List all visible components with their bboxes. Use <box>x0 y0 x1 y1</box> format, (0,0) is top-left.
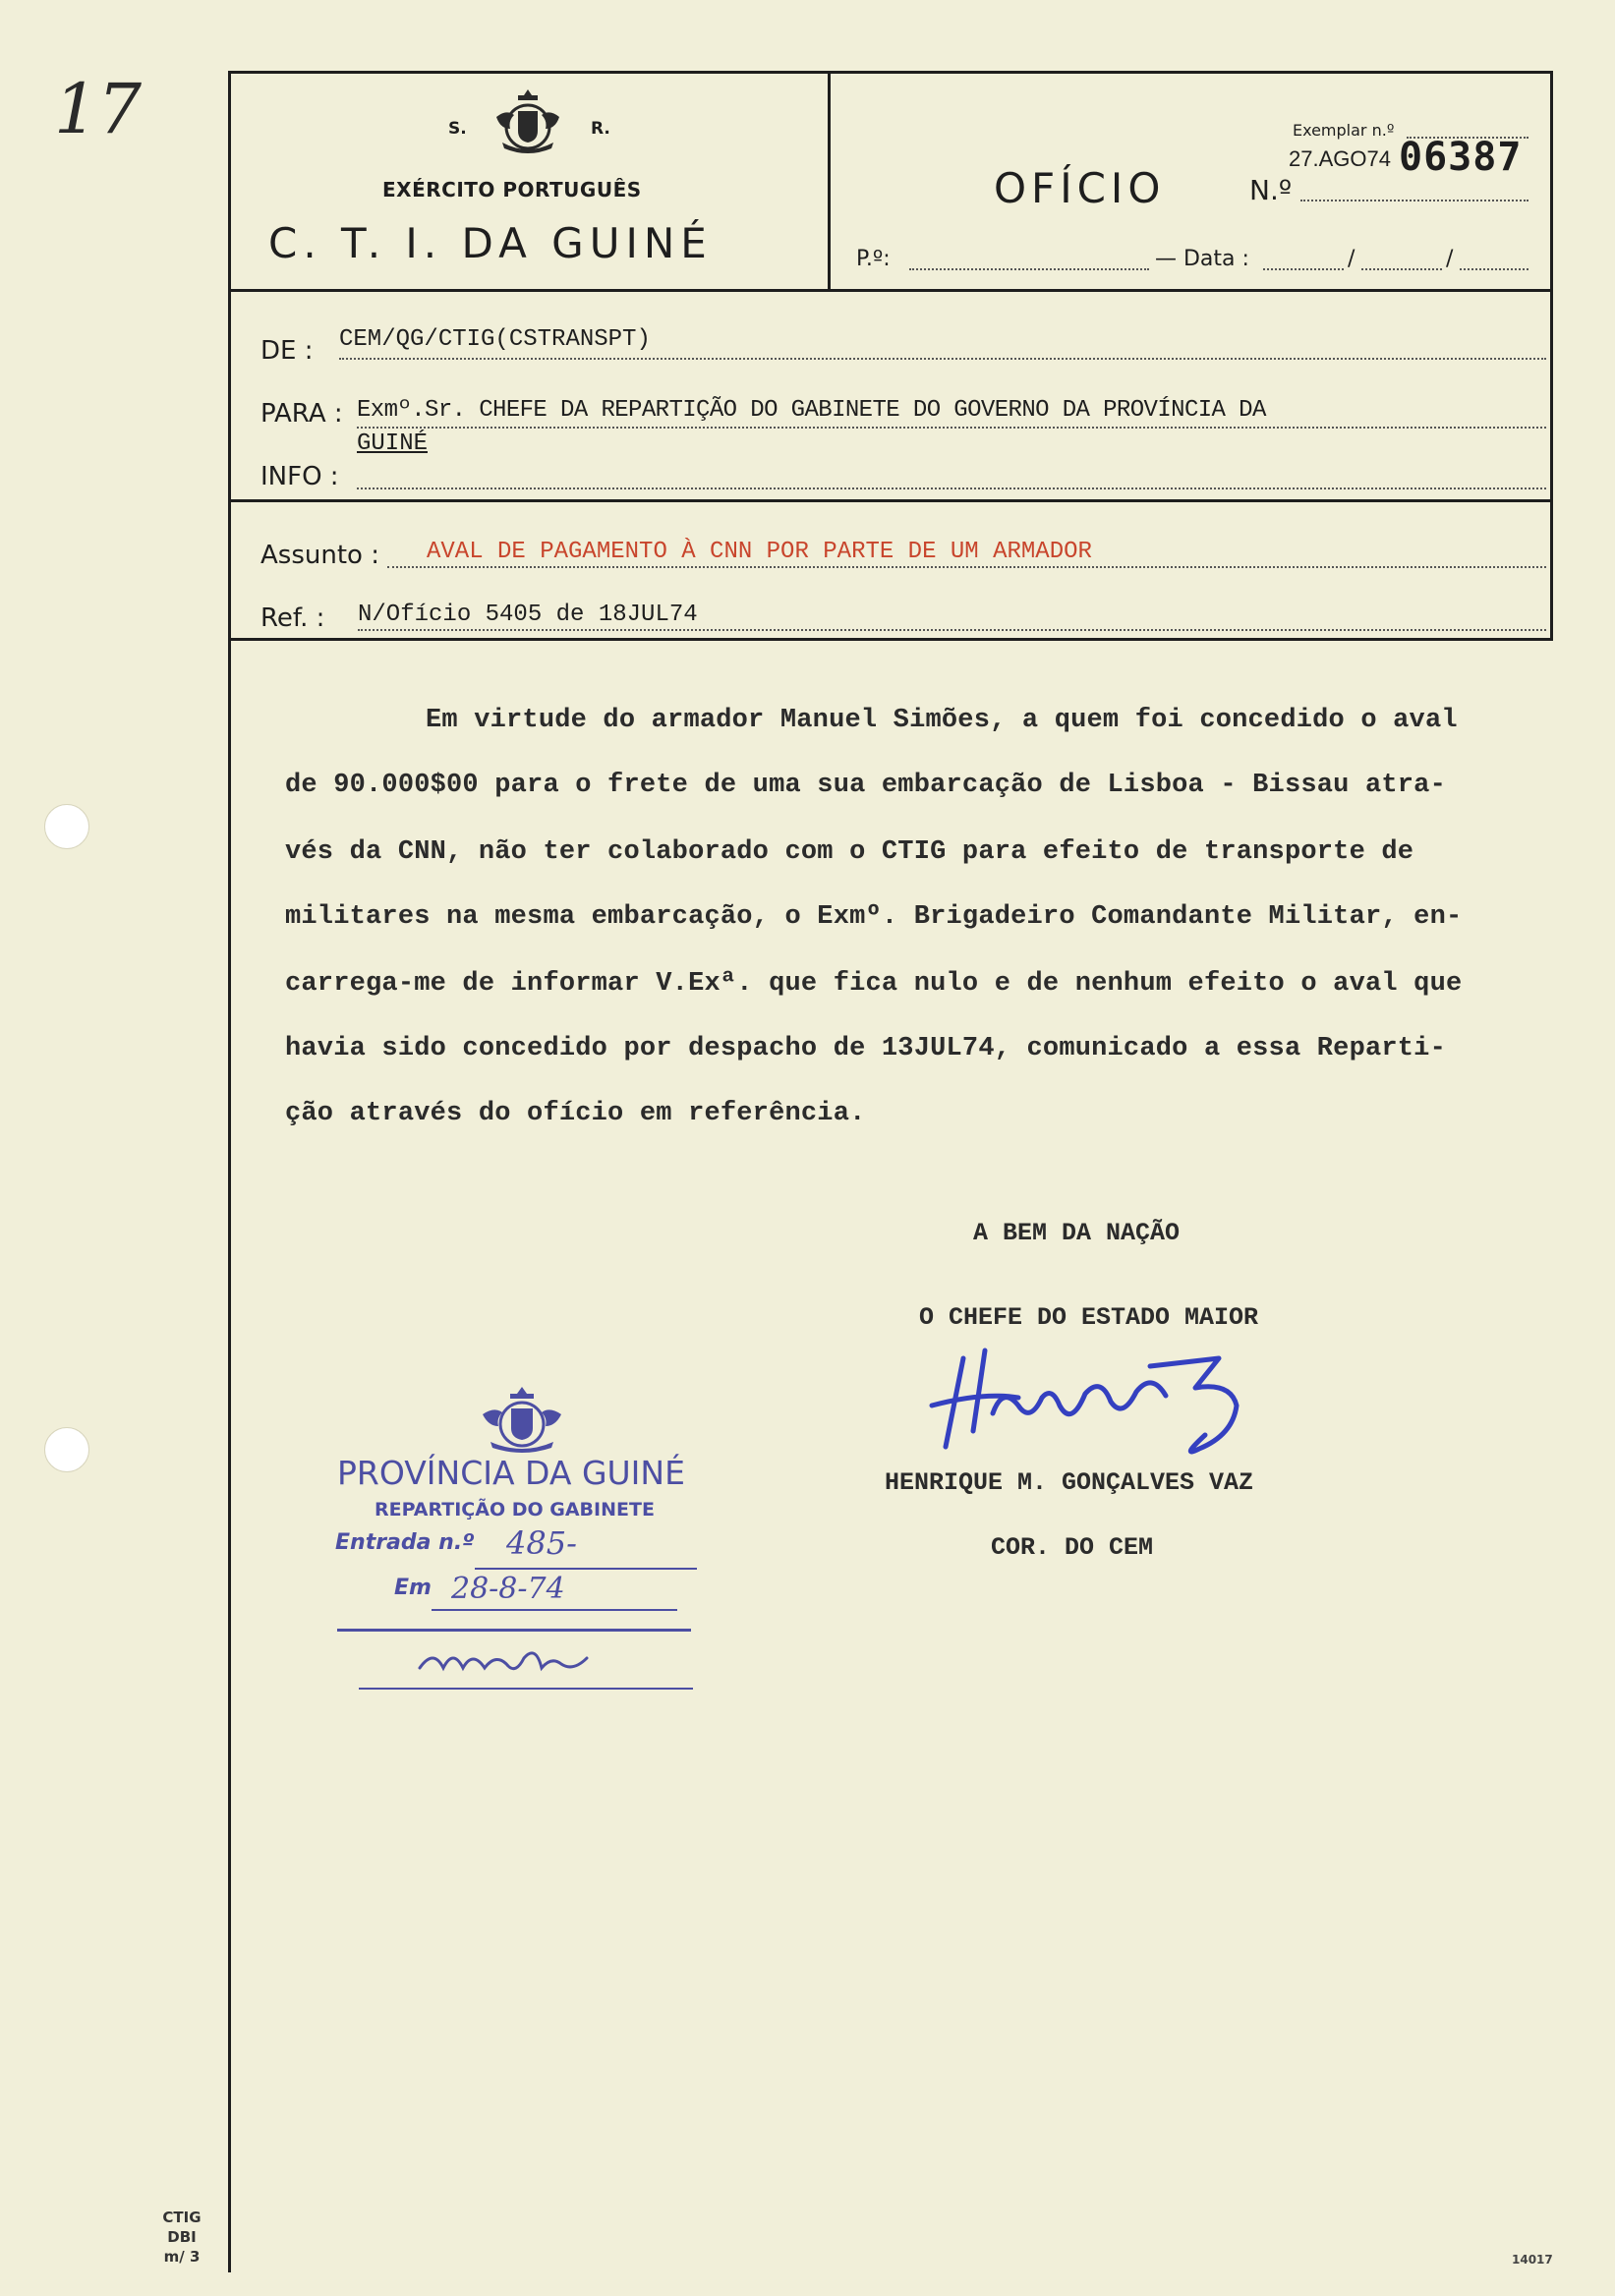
punch-hole-top <box>44 804 89 849</box>
stamp-number: 06387 <box>1399 135 1523 180</box>
numero-dots <box>1300 200 1528 201</box>
assunto-label: Assunto : <box>260 541 379 570</box>
body-line-2: de 90.000$00 para o frete de uma sua embarcação de Lisboa - Bissau atra- <box>285 771 1446 800</box>
exemplar-label: Exemplar n.º <box>1293 121 1395 140</box>
addressing-bottom-border <box>228 499 1553 502</box>
para-value-line2: GUINÉ <box>357 430 429 457</box>
para-dots <box>357 427 1546 429</box>
subject-bottom-border <box>228 638 1553 641</box>
form-code-line-1: CTIG <box>162 2209 202 2226</box>
date-dots-year <box>1460 268 1528 270</box>
signatory-name: HENRIQUE M. GONÇALVES VAZ <box>885 1468 1254 1497</box>
coat-of-arms-icon <box>489 87 567 158</box>
assunto-value: AVAL DE PAGAMENTO À CNN POR PARTE DE UM ARMADOR <box>427 539 1092 565</box>
body-line-3: vés da CNN, não ter colaborado com o CTIG para efeito de transporte de <box>285 837 1414 867</box>
p-dots <box>909 268 1149 270</box>
form-code <box>147 2208 216 2267</box>
stamp-em-label: Em <box>394 1576 432 1600</box>
para-value-line1: Exmº.Sr. CHEFE DA REPARTIÇÃO DO GABINETE DO GOVERNO DA PROVÍNCIA DA <box>357 397 1266 424</box>
received-stamp <box>329 1381 722 1705</box>
para-label: PARA : <box>260 399 343 429</box>
stamp-department: REPARTIÇÃO DO GABINETE <box>375 1499 655 1521</box>
stamp-province: PROVÍNCIA DA GUINÉ <box>337 1454 685 1492</box>
oficio-label: OFÍCIO <box>994 164 1166 212</box>
punch-hole-bottom <box>44 1427 89 1472</box>
signatory-rank: COR. DO CEM <box>991 1533 1154 1562</box>
p-label: P.º: <box>856 247 891 271</box>
stamp-date: 27.AGO74 <box>1289 146 1391 171</box>
de-dots <box>339 358 1546 360</box>
date-dots-month <box>1361 268 1442 270</box>
data-label: — Data : <box>1155 247 1249 271</box>
signer-role: O CHEFE DO ESTADO MAIOR <box>919 1303 1259 1332</box>
date-slash-2: / <box>1446 247 1454 271</box>
margin-note: 17 <box>54 69 143 149</box>
frame-right-border <box>1550 71 1553 641</box>
stamp-em-value: 28-8-74 <box>451 1572 565 1606</box>
numero-label: N.º <box>1249 174 1293 206</box>
form-code-line-3: m/ 3 <box>163 2248 201 2266</box>
header-r-letter: R. <box>591 119 610 139</box>
header-s-letter: S. <box>448 119 467 139</box>
body-line-5: carrega-me de informar V.Exª. que fica nulo e de nenhum efeito o aval que <box>285 969 1463 999</box>
stamp-em-line <box>432 1609 677 1611</box>
de-value: CEM/QG/CTIG(CSTRANSPT) <box>339 326 651 353</box>
stamp-bottom-line <box>359 1688 693 1690</box>
frame-left-border <box>228 71 231 2272</box>
handwritten-signature <box>924 1337 1278 1484</box>
unit-name: C. T. I. DA GUINÉ <box>268 219 713 267</box>
ref-dots <box>358 629 1546 631</box>
info-dots <box>357 488 1546 489</box>
stamp-entrada-value: 485- <box>506 1524 577 1562</box>
body-line-1: Em virtude do armador Manuel Simões, a quem foi concedido o aval <box>426 706 1458 735</box>
print-code: 14017 <box>1512 2253 1553 2267</box>
info-label: INFO : <box>260 462 339 491</box>
ref-value: N/Ofício 5405 de 18JUL74 <box>358 602 698 628</box>
de-label: DE : <box>260 336 314 366</box>
date-dots-day <box>1263 268 1344 270</box>
stamp-entrada-line <box>475 1568 697 1570</box>
stamp-entrada-label: Entrada n.º <box>335 1530 475 1555</box>
body-line-7: ção através do ofício em referência. <box>285 1099 866 1128</box>
header-right <box>831 74 1550 289</box>
body-line-4: militares na mesma embarcação, o Exmº. Brigadeiro Comandante Militar, en- <box>285 902 1463 932</box>
stamp-signature-line <box>337 1629 691 1632</box>
form-code-line-2: DBI <box>167 2228 197 2246</box>
date-slash-1: / <box>1348 247 1355 271</box>
stamp-initials <box>414 1638 610 1688</box>
ref-label: Ref. : <box>260 603 325 633</box>
assunto-dots <box>387 566 1546 568</box>
header-bottom-border <box>228 289 1553 292</box>
salutation: A BEM DA NAÇÃO <box>973 1219 1181 1247</box>
body-line-6: havia sido concedido por despacho de 13JUL74, comunicado a essa Reparti- <box>285 1034 1446 1063</box>
stamp-coat-of-arms-icon <box>475 1385 569 1458</box>
army-name: EXÉRCITO PORTUGUÊS <box>382 178 642 201</box>
header-left <box>231 74 828 289</box>
